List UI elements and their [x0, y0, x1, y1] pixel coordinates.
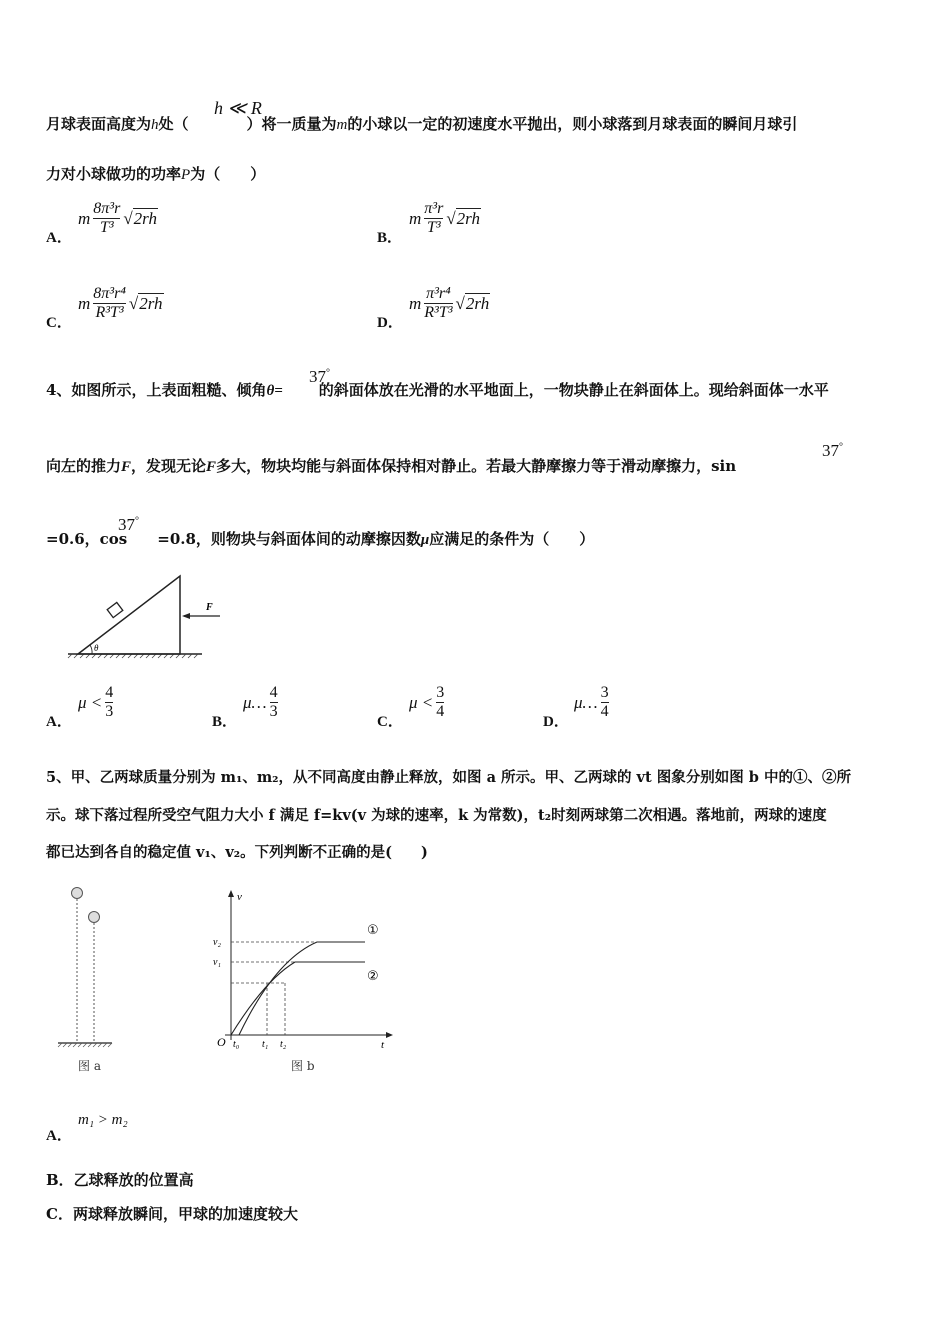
t1-label: t₁ — [262, 1039, 269, 1050]
q4-a-rel: μ < — [78, 692, 103, 712]
q3-h: h — [151, 117, 159, 133]
q4-text-b: 的斜面体放在光滑的水平地面上，一物块静止在斜面体上。现给斜面体一水平 — [318, 381, 829, 399]
q3-text-e: 力对小球做功的功率 — [46, 165, 182, 183]
q4-option-a-expr — [78, 684, 113, 721]
q3-c-radicand: 2rh — [139, 294, 163, 313]
q4-option-c-label: C． — [377, 714, 403, 730]
q4-F-2: F — [206, 459, 217, 475]
q5-option-a-label: A． — [46, 1128, 72, 1144]
q3-a-fraction — [93, 200, 120, 237]
q4-angle-2-deg: ° — [839, 441, 843, 453]
q3-option-a-label: A． — [46, 230, 72, 246]
q4-d-rel: μ… — [574, 692, 598, 712]
q4-angle-3-deg: ° — [135, 515, 139, 527]
force-label: F — [206, 602, 213, 613]
q5-line-2: 示。球下落过程所受空气阻力大小 f 满足 f=kv(v 为球的速率，k 为常数)，t₂时刻两球第二次相遇。落地前，两球的速度 — [46, 807, 827, 824]
v1-label: v₁ — [213, 957, 221, 968]
curve-1-label: ① — [367, 923, 379, 938]
q3-b-num: π³r — [424, 200, 444, 217]
q4-angle-2-value: 37 — [822, 441, 839, 460]
q3-d-fraction — [424, 285, 452, 322]
q3-b-fraction — [424, 200, 443, 237]
q4-text-h: 应满足的条件为（ ） — [429, 530, 595, 548]
q4-text-e: 多大，物块均能与斜面体保持相对静止。若最大静摩擦力等于滑动摩擦力，sin — [216, 457, 737, 475]
q3-d-coef: m — [409, 293, 422, 313]
figure-a — [50, 880, 130, 1080]
q3-option-c-expr — [78, 285, 164, 322]
q4-angle-3 — [118, 515, 139, 535]
theta-label: θ — [94, 643, 99, 653]
q3-c-den: R³T³ — [95, 304, 124, 321]
q3-c-fraction — [93, 285, 126, 322]
q4-a-fraction — [105, 684, 113, 721]
q3-line-1 — [46, 114, 797, 135]
q3-a-coef: m — [78, 208, 91, 228]
v2-label: v₂ — [213, 937, 221, 948]
curve-2-label: ② — [367, 969, 379, 984]
q4-a-num: 4 — [105, 684, 114, 701]
q3-b-den: T³ — [426, 219, 441, 236]
q3-P: P — [181, 167, 191, 183]
q3-c-num: 8π³r⁴ — [93, 285, 126, 302]
q3-text-d: 的小球以一定的初速度水平抛出，则小球落到月球表面的瞬间月球引 — [347, 115, 798, 133]
q4-text-a: 4、如图所示，上表面粗糙、倾角 — [46, 381, 267, 399]
q4-F-1: F — [121, 459, 132, 475]
t-axis-label: t — [381, 1039, 385, 1051]
ball-yi — [89, 912, 100, 923]
origin-label: O — [217, 1035, 226, 1049]
block — [107, 602, 123, 617]
q4-option-b-expr — [243, 684, 278, 721]
q4-b-fraction — [270, 684, 278, 721]
t0-label: t₀ — [233, 1039, 240, 1050]
q3-text-c: ）将一质量为 — [246, 115, 337, 133]
q3-option-b-label: B． — [377, 230, 403, 246]
ball-jia — [72, 888, 83, 899]
force-arrow-head — [182, 613, 190, 619]
q4-c-fraction — [436, 684, 444, 721]
q5-option-c: C．两球释放瞬间，甲球的加速度较大 — [46, 1205, 298, 1223]
curve-yi — [231, 962, 365, 1035]
q4-d-den: 4 — [600, 703, 609, 720]
q4-text-f: =0.6，cos — [46, 530, 128, 548]
q4-b-rel: μ… — [243, 692, 267, 712]
q3-b-radicand: 2rh — [456, 209, 480, 228]
q3-option-d-label: D． — [377, 315, 403, 331]
q4-theta: θ= — [266, 383, 283, 399]
q4-line-1 — [46, 380, 829, 401]
q5-line-3: 都已达到各自的稳定值 v₁、v₂。下列判断不正确的是( ) — [46, 844, 428, 861]
q3-text-b: 处（ — [158, 115, 189, 133]
q4-line-2 — [46, 456, 736, 477]
q4-option-a-label: A． — [46, 714, 72, 730]
q4-option-c-expr — [409, 684, 444, 721]
q3-condition: h ≪ R — [214, 98, 262, 118]
q3-c-sqrt: √ 2rh — [128, 294, 163, 313]
q4-angle-3-value: 37 — [118, 515, 135, 534]
q3-a-sqrt: √ 2rh — [123, 209, 157, 228]
q3-text-a: 月球表面高度为 — [46, 115, 152, 133]
figure-a-caption: 图 a — [78, 1059, 101, 1073]
q3-option-c-label: C． — [46, 315, 72, 331]
q3-d-den: R³T³ — [424, 304, 453, 321]
q4-c-den: 4 — [436, 703, 445, 720]
q3-option-b-expr — [409, 200, 481, 237]
q4-text-c: 向左的推力 — [46, 457, 122, 475]
q4-c-rel: μ < — [409, 692, 434, 712]
q4-d-num: 3 — [600, 684, 609, 701]
q4-angle-2 — [822, 441, 843, 461]
q3-a-num: 8π³r — [93, 200, 121, 217]
q3-c-coef: m — [78, 293, 91, 313]
q4-option-b-label: B． — [212, 714, 238, 730]
q3-b-sqrt: √ 2rh — [446, 209, 480, 228]
q3-a-den: T³ — [99, 219, 114, 236]
q4-angle-1 — [309, 367, 330, 387]
q4-c-num: 3 — [436, 684, 445, 701]
q3-line-2 — [46, 164, 265, 185]
t-axis-arrow — [386, 1032, 393, 1038]
q3-text-f: 为（ ） — [190, 165, 266, 183]
angle-arc — [90, 645, 92, 654]
q4-angle-1-value: 37 — [309, 367, 326, 386]
q3-d-num: π³r⁴ — [426, 285, 451, 302]
q3-option-a-expr — [78, 200, 158, 237]
q4-angle-1-deg: ° — [326, 367, 330, 379]
q3-m: m — [336, 117, 348, 133]
q4-text-g: =0.8，则物块与斜面体间的动摩擦因数 — [157, 530, 421, 548]
q4-a-den: 3 — [105, 703, 114, 720]
q5-option-a-expr: m₁ > m₂ — [78, 1112, 128, 1128]
q3-option-d-expr — [409, 285, 490, 322]
v-axis-label: v — [237, 891, 242, 903]
q3-d-radicand: 2rh — [465, 294, 490, 313]
q3-d-sqrt: √ 2rh — [455, 294, 490, 313]
q4-b-num: 4 — [269, 684, 278, 701]
v-axis-arrow — [228, 890, 234, 897]
q4-text-d: ，发现无论 — [131, 457, 207, 475]
q5-line-1: 5、甲、乙两球质量分别为 m₁、m₂，从不同高度由静止释放，如图 a 所示。甲、乙两球的 vt 图象分别如图 b 中的①、②所 — [46, 769, 851, 786]
curve-jia — [239, 942, 365, 1035]
q4-mu: μ — [420, 532, 430, 548]
q4-option-d-label: D． — [543, 714, 569, 730]
q4-option-d-expr — [574, 684, 609, 721]
q4-b-den: 3 — [269, 703, 278, 720]
q5-option-b: B．乙球释放的位置高 — [46, 1171, 194, 1189]
q4-d-fraction — [601, 684, 609, 721]
figure-b — [205, 880, 405, 1080]
t2-label: t₂ — [280, 1039, 287, 1050]
q3-b-coef: m — [409, 208, 422, 228]
q3-a-radicand: 2rh — [133, 209, 157, 228]
figure-b-caption: 图 b — [291, 1059, 315, 1073]
incline-figure — [60, 570, 230, 662]
